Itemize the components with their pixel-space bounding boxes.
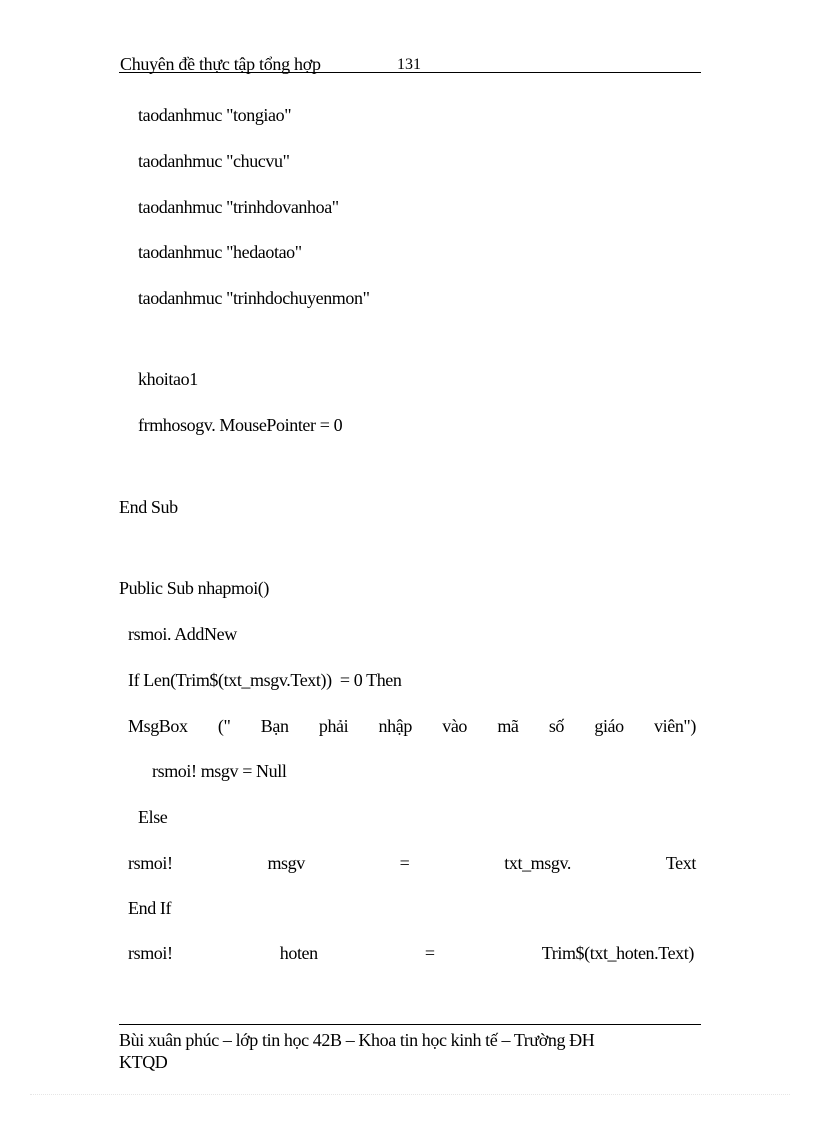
code-word: vào xyxy=(442,716,468,736)
code-line-khoitao: khoitao1 xyxy=(138,369,198,389)
code-word: rsmoi! xyxy=(128,853,173,873)
code-word: Trim$(txt_hoten.Text) xyxy=(541,943,694,963)
footer-line-2: KTQD xyxy=(119,1052,168,1072)
code-line-trinhdovanhoa: taodanhmuc "trinhdovanhoa" xyxy=(138,197,339,217)
code-word: = xyxy=(424,943,435,963)
page-footer xyxy=(119,1024,701,1073)
code-word: msgv xyxy=(267,853,305,873)
code-word: = xyxy=(399,853,410,873)
code-word: giáo xyxy=(594,716,624,736)
code-line-chucvu: taodanhmuc "chucvu" xyxy=(138,151,290,171)
page-edge-divider xyxy=(30,1094,790,1095)
code-line-if-len: If Len(Trim$(txt_msgv.Text)) = 0 Then xyxy=(128,670,402,690)
code-line-hoten-assign xyxy=(128,942,694,964)
code-word: Text xyxy=(665,853,696,873)
code-line-trinhdochuyenmon: taodanhmuc "trinhdochuyenmon" xyxy=(138,288,370,308)
code-word: rsmoi! xyxy=(128,943,173,963)
header-title: Chuyên đề thực tập tổng hợp xyxy=(120,54,321,74)
code-line-end-if: End If xyxy=(128,898,172,918)
code-line-public-sub: Public Sub nhapmoi() xyxy=(119,578,269,598)
code-line-end-sub: End Sub xyxy=(119,497,178,517)
page-header xyxy=(119,52,701,73)
page-number: 131 xyxy=(397,56,421,73)
code-word: MsgBox xyxy=(128,716,188,736)
code-line-msgv-assign xyxy=(128,852,696,874)
code-word: (" xyxy=(217,716,231,736)
footer-line-1: Bùi xuân phúc – lớp tin học 42B – Khoa tin học kinh tế – Trường ĐH xyxy=(119,1030,595,1050)
code-line-msgbox xyxy=(128,715,696,737)
code-word: nhập xyxy=(378,716,412,736)
code-line-mousepointer: frmhosogv. MousePointer = 0 xyxy=(138,415,343,435)
code-line-hedaotao: taodanhmuc "hedaotao" xyxy=(138,242,302,262)
code-word: Bạn xyxy=(260,716,289,736)
code-line-else: Else xyxy=(138,807,168,827)
code-word: hoten xyxy=(279,943,318,963)
code-word: mã xyxy=(497,716,519,736)
code-line-msgv-null: rsmoi! msgv = Null xyxy=(152,761,287,781)
code-word: phải xyxy=(318,716,349,736)
code-word: số xyxy=(548,716,565,736)
code-word: viên") xyxy=(654,716,696,736)
code-word: txt_msgv. xyxy=(504,853,572,873)
code-line-tongiao: taodanhmuc "tongiao" xyxy=(138,105,292,125)
code-line-addnew: rsmoi. AddNew xyxy=(128,624,237,644)
